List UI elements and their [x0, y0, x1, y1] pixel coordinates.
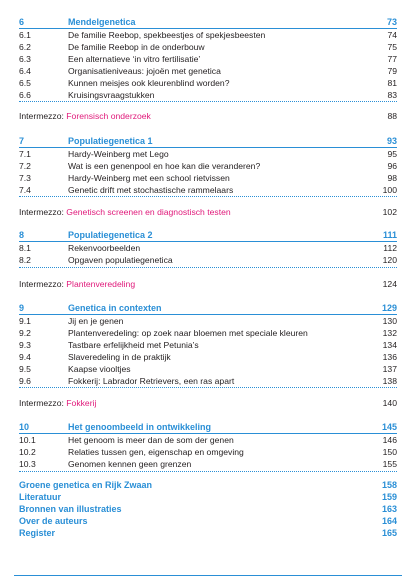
entry-title: Genomen kennen geen grenzen: [68, 459, 192, 469]
intermezzo-entry[interactable]: [0, 278, 416, 290]
entry-page: 132: [382, 328, 397, 338]
entry-page: 81: [387, 78, 397, 88]
backmatter-title: Over de auteurs: [19, 516, 88, 526]
entry-page: 100: [382, 185, 397, 195]
divider: [19, 196, 397, 197]
entry-title: Rekenvoorbeelden: [68, 243, 141, 253]
entry-page: 130: [382, 316, 397, 326]
intermezzo-title: Plantenveredeling: [66, 279, 136, 289]
entry-number: 6.6: [19, 90, 31, 100]
backmatter-title: Groene genetica en Rijk Zwaan: [19, 480, 153, 490]
chapter-heading[interactable]: [0, 302, 416, 314]
page-bottom-rule: [14, 575, 402, 576]
entry-number: 6.5: [19, 78, 31, 88]
backmatter-title: Register: [19, 528, 56, 538]
entry-page: 134: [382, 340, 397, 350]
entry-title: De familie Reebop in de onderbouw: [68, 42, 205, 52]
entry-page: 138: [382, 376, 397, 386]
chapter-page: 73: [386, 17, 397, 27]
divider: [19, 267, 397, 268]
entry-title: Kunnen meisjes ook kleurenblind worden?: [68, 78, 230, 88]
entry-number: 7.4: [19, 185, 31, 195]
toc-entry[interactable]: [0, 434, 416, 446]
chapter-heading[interactable]: [0, 229, 416, 241]
intermezzo-title: Forensisch onderzoek: [66, 111, 151, 121]
entry-title: Jij en je genen: [68, 316, 124, 326]
entry-page: 77: [387, 54, 397, 64]
entry-title: Wat is een genenpool en hoe kan die veranderen?: [68, 161, 261, 171]
intermezzo-title: Fokkerij: [66, 398, 97, 408]
toc-entry[interactable]: [0, 77, 416, 89]
backmatter-title: Bronnen van illustraties: [19, 504, 122, 514]
chapter-page: 111: [382, 230, 397, 240]
intermezzo-page: 140: [382, 398, 397, 408]
backmatter-title: Literatuur: [19, 492, 62, 502]
intermezzo-label: [19, 397, 96, 409]
entry-number: 7.3: [19, 173, 31, 183]
entry-number: 6.1: [19, 30, 31, 40]
entry-title: Kaapse viooltjes: [68, 364, 131, 374]
entry-title: Kruisingsvraagstukken: [68, 90, 155, 100]
entry-page: 136: [382, 352, 397, 362]
entry-page: 112: [383, 243, 397, 253]
chapter-title: Populatiegenetica 1: [68, 136, 153, 146]
toc-entry[interactable]: [0, 327, 416, 339]
entry-page: 83: [387, 90, 397, 100]
chapter-title: Genetica in contexten: [68, 303, 162, 313]
backmatter-page: 159: [381, 492, 397, 502]
toc-entry[interactable]: [0, 363, 416, 375]
entry-page: 96: [387, 161, 397, 171]
toc-entry[interactable]: [0, 375, 416, 387]
entry-page: 155: [382, 459, 397, 469]
toc-entry[interactable]: [0, 160, 416, 172]
entry-page: 120: [382, 255, 397, 265]
chapter-title: Mendelgenetica: [68, 17, 136, 27]
toc-entry[interactable]: [0, 89, 416, 101]
chapter-page: 93: [386, 136, 397, 146]
intermezzo-entry[interactable]: [0, 397, 416, 409]
divider: [19, 101, 397, 102]
chapter-page: 129: [381, 303, 397, 313]
entry-number: 6.3: [19, 54, 31, 64]
entry-number: 10.1: [19, 435, 36, 445]
toc-entry[interactable]: [0, 242, 416, 254]
divider: [19, 387, 397, 388]
chapter-heading[interactable]: [0, 135, 416, 147]
entry-number: 10.2: [19, 447, 36, 457]
entry-number: 9.6: [19, 376, 31, 386]
backmatter-page: 158: [381, 480, 397, 490]
chapter-heading[interactable]: [0, 421, 416, 433]
intermezzo-page: 88: [387, 111, 397, 121]
entry-number: 8.2: [19, 255, 31, 265]
entry-title: Hardy-Weinberg met Lego: [68, 149, 169, 159]
entry-page: 137: [382, 364, 397, 374]
backmatter-entry[interactable]: [0, 479, 416, 491]
backmatter-page: 164: [381, 516, 397, 526]
entry-number: 7.2: [19, 161, 31, 171]
entry-page: 95: [387, 149, 397, 159]
entry-page: 98: [387, 173, 397, 183]
intermezzo-prefix: Intermezzo:: [19, 398, 67, 408]
chapter-number: 8: [19, 230, 25, 240]
toc-entry[interactable]: [0, 53, 416, 65]
entry-title: Fokkerij: Labrador Retrievers, een ras apart: [68, 376, 235, 386]
toc-entry[interactable]: [0, 184, 416, 196]
intermezzo-title: Genetisch screenen en diagnostisch testen: [66, 207, 231, 217]
chapter-number: 10: [19, 422, 30, 432]
intermezzo-page: 102: [382, 207, 397, 217]
entry-number: 10.3: [19, 459, 36, 469]
backmatter-entry[interactable]: [0, 503, 416, 515]
toc-entry[interactable]: [0, 148, 416, 160]
chapter-number: 9: [19, 303, 25, 313]
entry-number: 6.2: [19, 42, 31, 52]
toc-entry[interactable]: [0, 254, 416, 266]
backmatter-page: 163: [381, 504, 397, 514]
backmatter-entry[interactable]: [0, 515, 416, 527]
toc-entry[interactable]: [0, 458, 416, 470]
intermezzo-entry[interactable]: [0, 110, 416, 122]
chapter-page: 145: [381, 422, 397, 432]
intermezzo-prefix: Intermezzo:: [19, 207, 67, 217]
entry-title: Het genoom is meer dan de som der genen: [68, 435, 234, 445]
entry-title: Tastbare erfelijkheid met Petunia’s: [68, 340, 199, 350]
entry-title: Slaveredeling in de praktijk: [68, 352, 171, 362]
chapter-title: Het genoombeeld in ontwikkeling: [68, 422, 212, 432]
entry-number: 7.1: [19, 149, 31, 159]
entry-title: Een alternatieve ‘in vitro fertilisatie’: [68, 54, 201, 64]
toc-entry[interactable]: [0, 446, 416, 458]
entry-page: 79: [387, 66, 397, 76]
entry-number: 9.3: [19, 340, 31, 350]
toc-entry[interactable]: [0, 29, 416, 41]
entry-page: 146: [382, 435, 397, 445]
intermezzo-label: [19, 278, 135, 290]
chapter-heading[interactable]: [0, 16, 416, 28]
toc-entry[interactable]: [0, 65, 416, 77]
intermezzo-entry[interactable]: [0, 206, 416, 218]
entry-number: 9.2: [19, 328, 31, 338]
toc-entry[interactable]: [0, 351, 416, 363]
entry-title: Organisatieniveaus: jojoën met genetica: [68, 66, 221, 76]
entry-title: Plantenveredeling: op zoek naar bloemen met speciale kleuren: [68, 328, 308, 338]
chapter-number: 7: [19, 136, 25, 146]
toc-entry[interactable]: [0, 315, 416, 327]
entry-title: Hardy-Weinberg met een school rietvissen: [68, 173, 230, 183]
toc-entry[interactable]: [0, 41, 416, 53]
backmatter-entry[interactable]: [0, 527, 416, 539]
chapter-title: Populatiegenetica 2: [68, 230, 153, 240]
entry-number: 8.1: [19, 243, 31, 253]
toc-entry[interactable]: [0, 339, 416, 351]
chapter-number: 6: [19, 17, 25, 27]
divider: [19, 471, 397, 472]
intermezzo-page: 124: [382, 279, 397, 289]
intermezzo-prefix: Intermezzo:: [19, 111, 67, 121]
entry-title: Opgaven populatiegenetica: [68, 255, 173, 265]
entry-number: 9.4: [19, 352, 31, 362]
intermezzo-label: [19, 110, 151, 122]
backmatter-page: 165: [381, 528, 397, 538]
entry-number: 6.4: [19, 66, 31, 76]
entry-page: 74: [387, 30, 397, 40]
entry-page: 75: [387, 42, 397, 52]
toc-entry[interactable]: [0, 172, 416, 184]
entry-title: De familie Reebop, spekbeestjes of spekjesbeesten: [68, 30, 266, 40]
entry-title: Relaties tussen gen, eigenschap en omgeving: [68, 447, 244, 457]
backmatter-entry[interactable]: [0, 491, 416, 503]
entry-title: Genetic drift met stochastische rammelaars: [68, 185, 234, 195]
intermezzo-label: [19, 206, 231, 218]
entry-number: 9.1: [19, 316, 31, 326]
intermezzo-prefix: Intermezzo:: [19, 279, 67, 289]
entry-number: 9.5: [19, 364, 31, 374]
entry-page: 150: [382, 447, 397, 457]
